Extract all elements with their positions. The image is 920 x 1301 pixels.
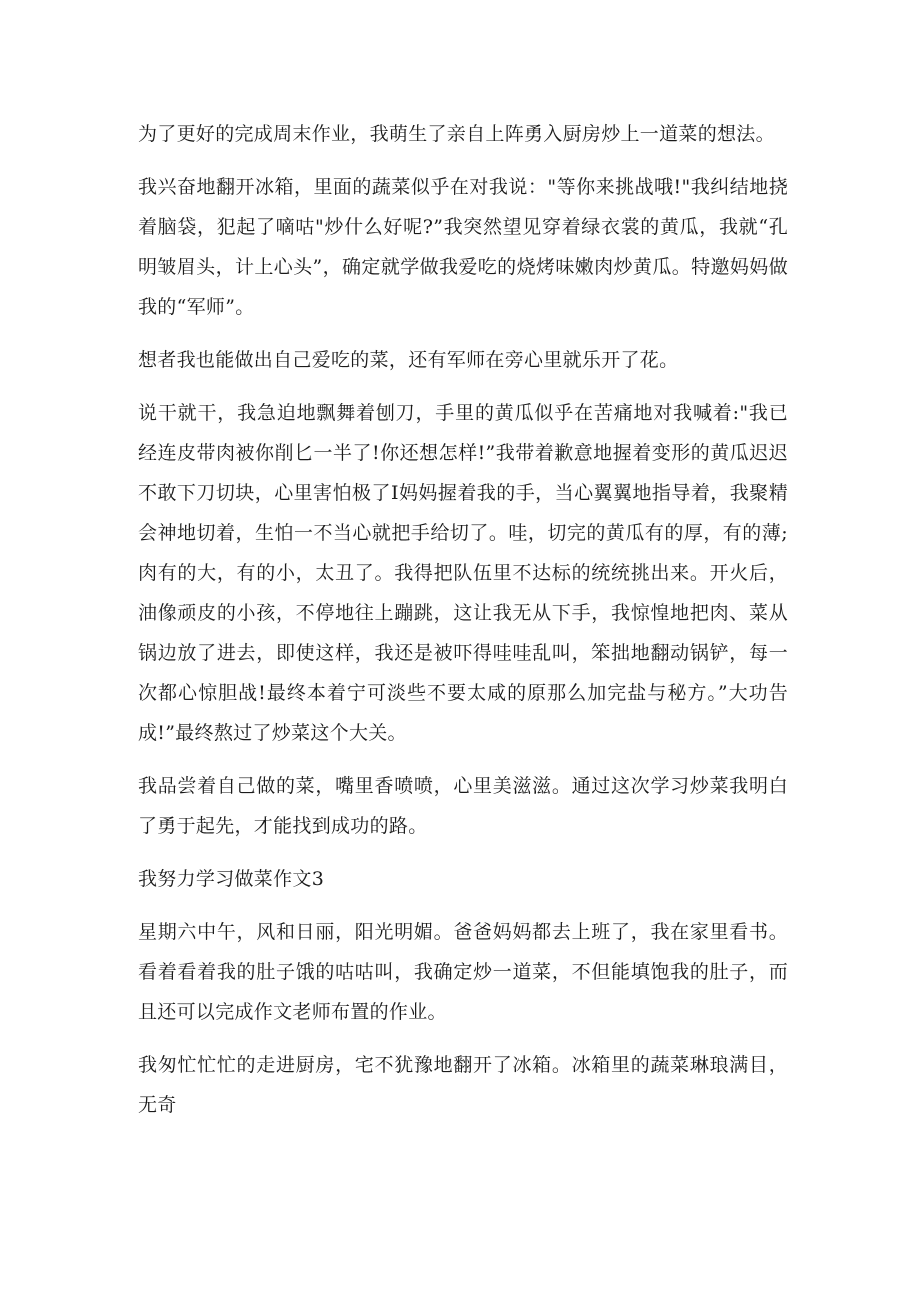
paragraph-3: 想者我也能做出自己爱吃的菜，还有军师在旁心里就乐开了花。 (138, 349, 679, 371)
document-body (138, 114, 788, 1138)
paragraph-2: 我兴奋地翻开冰箱，里面的蔬菜似乎在对我说："等你来挑战哦!"我纠结地挠着脑袋，犯起了嘀咕"炒什么好呢?”我突然望见穿着绿衣裳的黄瓜，我就“孔明皱眉头，计上心头”，确定就学做我爱吃的烧烤味嫩肉炒黄瓜。特邀妈妈做我的“军师”。 (138, 176, 788, 318)
paragraph-5: 我品尝着自己做的菜，嘴里香喷喷，心里美滋滋。通过这次学习炒菜我明白了勇于起先，才能找到成功的路。 (138, 775, 788, 837)
paragraph-1: 为了更好的完成周末作业，我萌生了亲自上阵勇入厨房炒上一道菜的想法。 (138, 123, 775, 145)
section-heading: 我努力学习做菜作文3 (138, 868, 325, 890)
paragraph-7: 我匆忙忙忙的走进厨房，宅不犹豫地翻开了冰箱。冰箱里的蔬菜琳琅满目，无奇 (138, 1054, 788, 1116)
paragraph-4: 说干就干，我急迫地飘舞着刨刀，手里的黄瓜似乎在苦痛地对我喊着:"我已经连皮带肉被你削匕一半了!你还想怎样!”我带着歉意地握着变形的黄瓜迟迟不敢下刀切块，心里害怕极了I妈妈握着我的手，当心翼翼地指导着，我聚精会神地切着，生怕一不当心就把手给切了。哇，切完的黄瓜有的厚，有的薄;肉有的大，有的小，太丑了。我得把队伍里不达标的统统挑出来。开火后，油像顽皮的小孩，不停地往上蹦跳，这让我无从下手，我惊惶地把肉、菜从锅边放了进去，即使这样，我还是被吓得哇哇乱叫，笨拙地翻动锅铲，每一次都心惊胆战!最终本着宁可淡些不要太咸的原那么加完盐与秘方。”大功告成!”最终熬过了炒菜这个大关。 (138, 402, 788, 744)
paragraph-6: 星期六中午，风和日丽，阳光明媚。爸爸妈妈都去上班了，我在家里看书。看着看着我的肚子饿的咕咕叫，我确定炒一道菜，不但能填饱我的肚子，而且还可以完成作文老师布置的作业。 (138, 921, 788, 1023)
